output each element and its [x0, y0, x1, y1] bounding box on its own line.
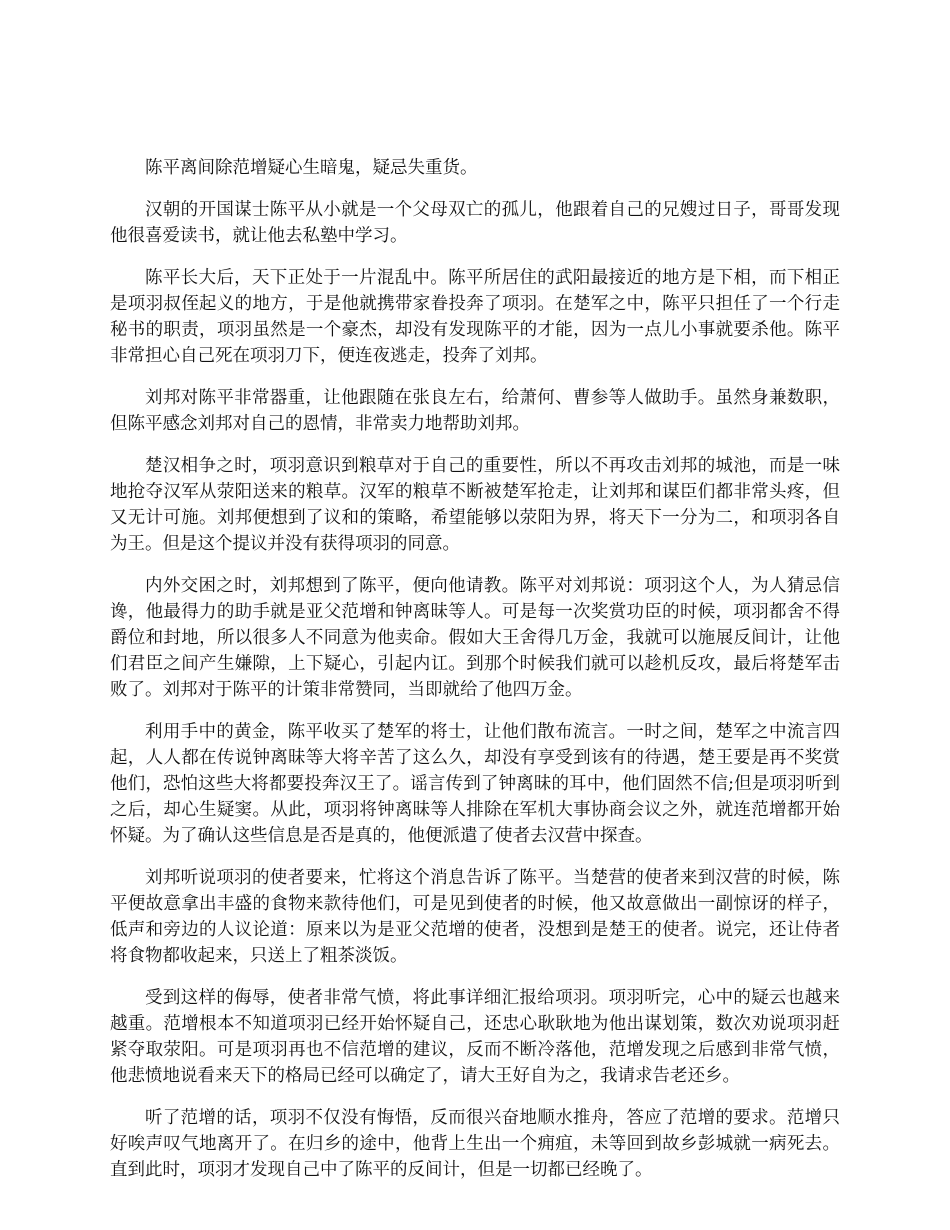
- paragraph: 刘邦对陈平非常器重，让他跟随在张良左右，给萧何、曹参等人做助手。虽然身兼数职，但陈平感念刘邦对自己的恩情，非常卖力地帮助刘邦。: [110, 388, 840, 434]
- paragraph: 刘邦听说项羽的使者要来，忙将这个消息告诉了陈平。当楚营的使者来到汉营的时候，陈平便故意拿出丰盛的食物来款待他们，可是见到使者的时候，他又故意做出一副惊讶的样子，低声和旁边的人议论道：原来以为是亚父范增的使者，没想到是楚王的使者。说完，还让侍者将食物都收起来，只送上了粗茶淡饭。: [110, 868, 840, 966]
- paragraph: 听了范增的话，项羽不仅没有悔悟，反而很兴奋地顺水推舟，答应了范增的要求。范增只好唉声叹气地离开了。在归乡的途中，他背上生出一个痈疽，未等回到故乡彭城就一病死去。直到此时，项羽才发现自己中了陈平的反间计，但是一切都已经晚了。: [110, 1108, 840, 1180]
- paragraph: 利用手中的黄金，陈平收买了楚军的将士，让他们散布流言。一时之间，楚军之中流言四起，人人都在传说钟离昧等大将辛苦了这么久，却没有享受到该有的待遇，楚王要是再不奖赏他们，恐怕这些大将都要投奔汉王了。谣言传到了钟离昧的耳中，他们固然不信;但是项羽听到之后，却心生疑窦。从此，项羽将钟离昧等人排除在军机大事协商会议之外，就连范增都开始怀疑。为了确认这些信息是否是真的，他便派遣了使者去汉营中探查。: [110, 722, 840, 846]
- paragraph: 楚汉相争之时，项羽意识到粮草对于自己的重要性，所以不再攻击刘邦的城池，而是一味地抢夺汉军从荥阳送来的粮草。汉军的粮草不断被楚军抢走，让刘邦和谋臣们都非常头疼，但又无计可施。刘邦便想到了议和的策略，希望能够以荥阳为界，将天下一分为二，和项羽各自为王。但是这个提议并没有获得项羽的同意。: [110, 456, 840, 554]
- document-title: 陈平离间除范增疑心生暗鬼，疑忌失重货。: [145, 158, 478, 178]
- paragraph: 内外交困之时，刘邦想到了陈平，便向他请教。陈平对刘邦说：项羽这个人，为人猜忌信谗，他最得力的助手就是亚父范增和钟离昧等人。可是每一次奖赏功臣的时候，项羽都舍不得爵位和封地，所以很多人不同意为他卖命。假如大王舍得几万金，我就可以施展反间计，让他们君臣之间产生嫌隙，上下疑心，引起内讧。到那个时候我们就可以趁机反攻，最后将楚军击败了。刘邦对于陈平的计策非常赞同，当即就给了他四万金。: [110, 576, 840, 700]
- paragraph: 受到这样的侮辱，使者非常气愤，将此事详细汇报给项羽。项羽听完，心中的疑云也越来越重。范增根本不知道项羽已经开始怀疑自己，还忠心耿耿地为他出谋划策，数次劝说项羽赶紧夺取荥阳。可是项羽再也不信范增的建议，反而不断冷落他，范增发现之后感到非常气愤，他悲愤地说看来天下的格局已经可以确定了，请大王好自为之，我请求告老还乡。: [110, 988, 840, 1086]
- document-page: [110, 155, 840, 1199]
- paragraph: 陈平长大后，天下正处于一片混乱中。陈平所居住的武阳最接近的地方是下相，而下相正是项羽叔侄起义的地方，于是他就携带家眷投奔了项羽。在楚军之中，陈平只担任了一个行走秘书的职责，项羽虽然是一个豪杰，却没有发现陈平的才能，因为一点儿小事就要杀他。陈平非常担心自己死在项羽刀下，便连夜逃走，投奔了刘邦。: [110, 268, 840, 366]
- paragraph: 汉朝的开国谋士陈平从小就是一个父母双亡的孤儿，他跟着自己的兄嫂过日子，哥哥发现他很喜爱读书，就让他去私塾中学习。: [110, 200, 840, 246]
